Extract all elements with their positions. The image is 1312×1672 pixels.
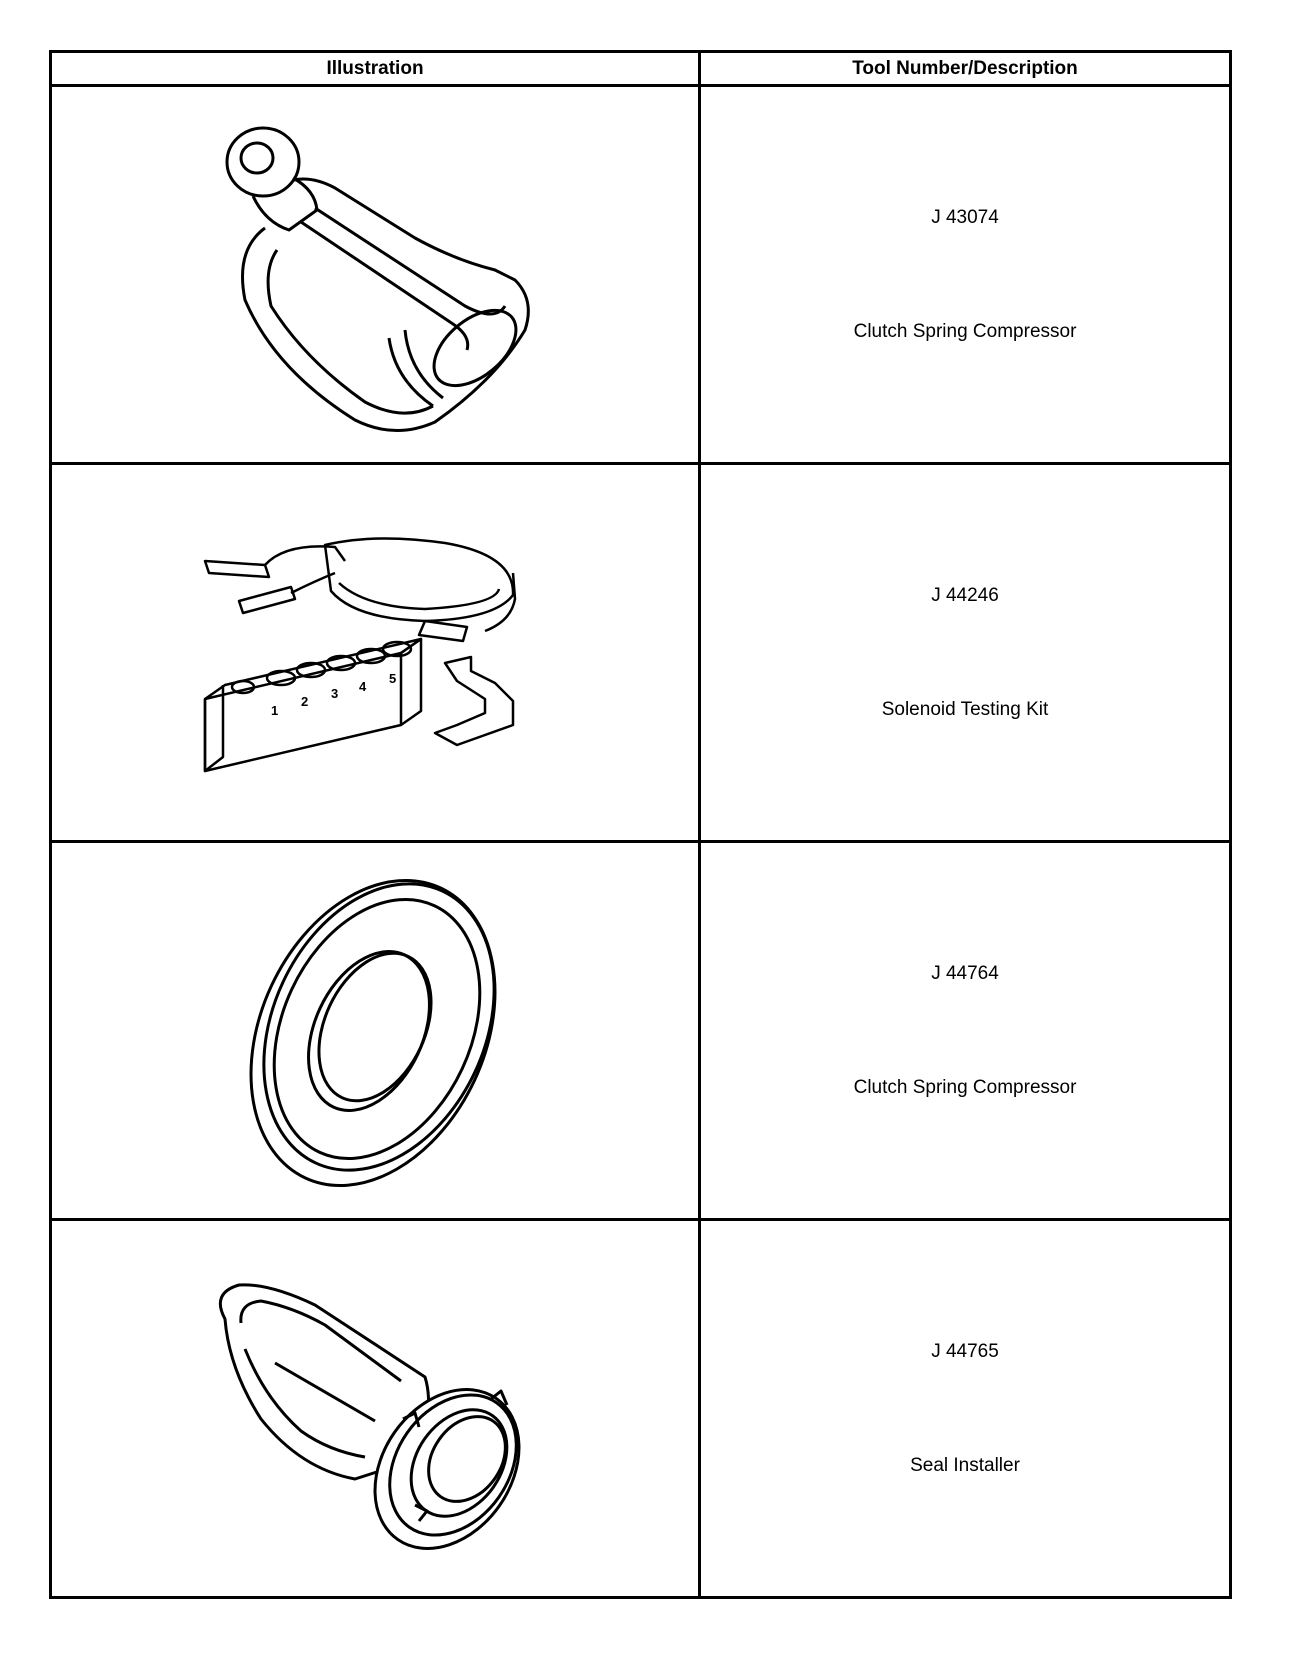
tool-number: J 44764 (931, 962, 999, 984)
illustration-cell (51, 1220, 700, 1598)
illustration-cell (51, 842, 700, 1220)
illustration-cell (51, 86, 700, 464)
seal-installer-illustration (205, 1259, 545, 1559)
solenoid-testing-kit-illustration (195, 503, 555, 803)
tool-table-sheet (49, 50, 1229, 1599)
tool-description: Solenoid Testing Kit (881, 698, 1049, 720)
terminal-label-3: 3 (331, 685, 339, 701)
description-cell (700, 464, 1231, 842)
description-cell (700, 842, 1231, 1220)
terminal-label-4: 4 (359, 678, 367, 694)
description-cell (700, 1220, 1231, 1598)
tool-number: J 44246 (931, 584, 999, 606)
table-row (51, 464, 1231, 842)
special-tools-table (49, 50, 1232, 1599)
clutch-spring-compressor-illustration (205, 110, 545, 440)
terminal-label-5: 5 (389, 670, 397, 686)
header-tool-number-description: Tool Number/Description (700, 52, 1231, 86)
tool-number: J 43074 (931, 206, 999, 228)
header-illustration: Illustration (51, 52, 700, 86)
tool-number: J 44765 (931, 1340, 999, 1362)
tool-description: Clutch Spring Compressor (853, 320, 1077, 342)
table-row (51, 842, 1231, 1220)
table-row (51, 86, 1231, 464)
terminal-label-2: 2 (301, 693, 309, 709)
description-cell (700, 86, 1231, 464)
table-row (51, 1220, 1231, 1598)
table-header-row (51, 52, 1231, 86)
clutch-spring-compressor-disc-illustration (235, 861, 515, 1201)
tool-description: Clutch Spring Compressor (853, 1076, 1077, 1098)
illustration-cell (51, 464, 700, 842)
terminal-label-1: 1 (271, 702, 279, 718)
tool-description: Seal Installer (910, 1454, 1020, 1476)
